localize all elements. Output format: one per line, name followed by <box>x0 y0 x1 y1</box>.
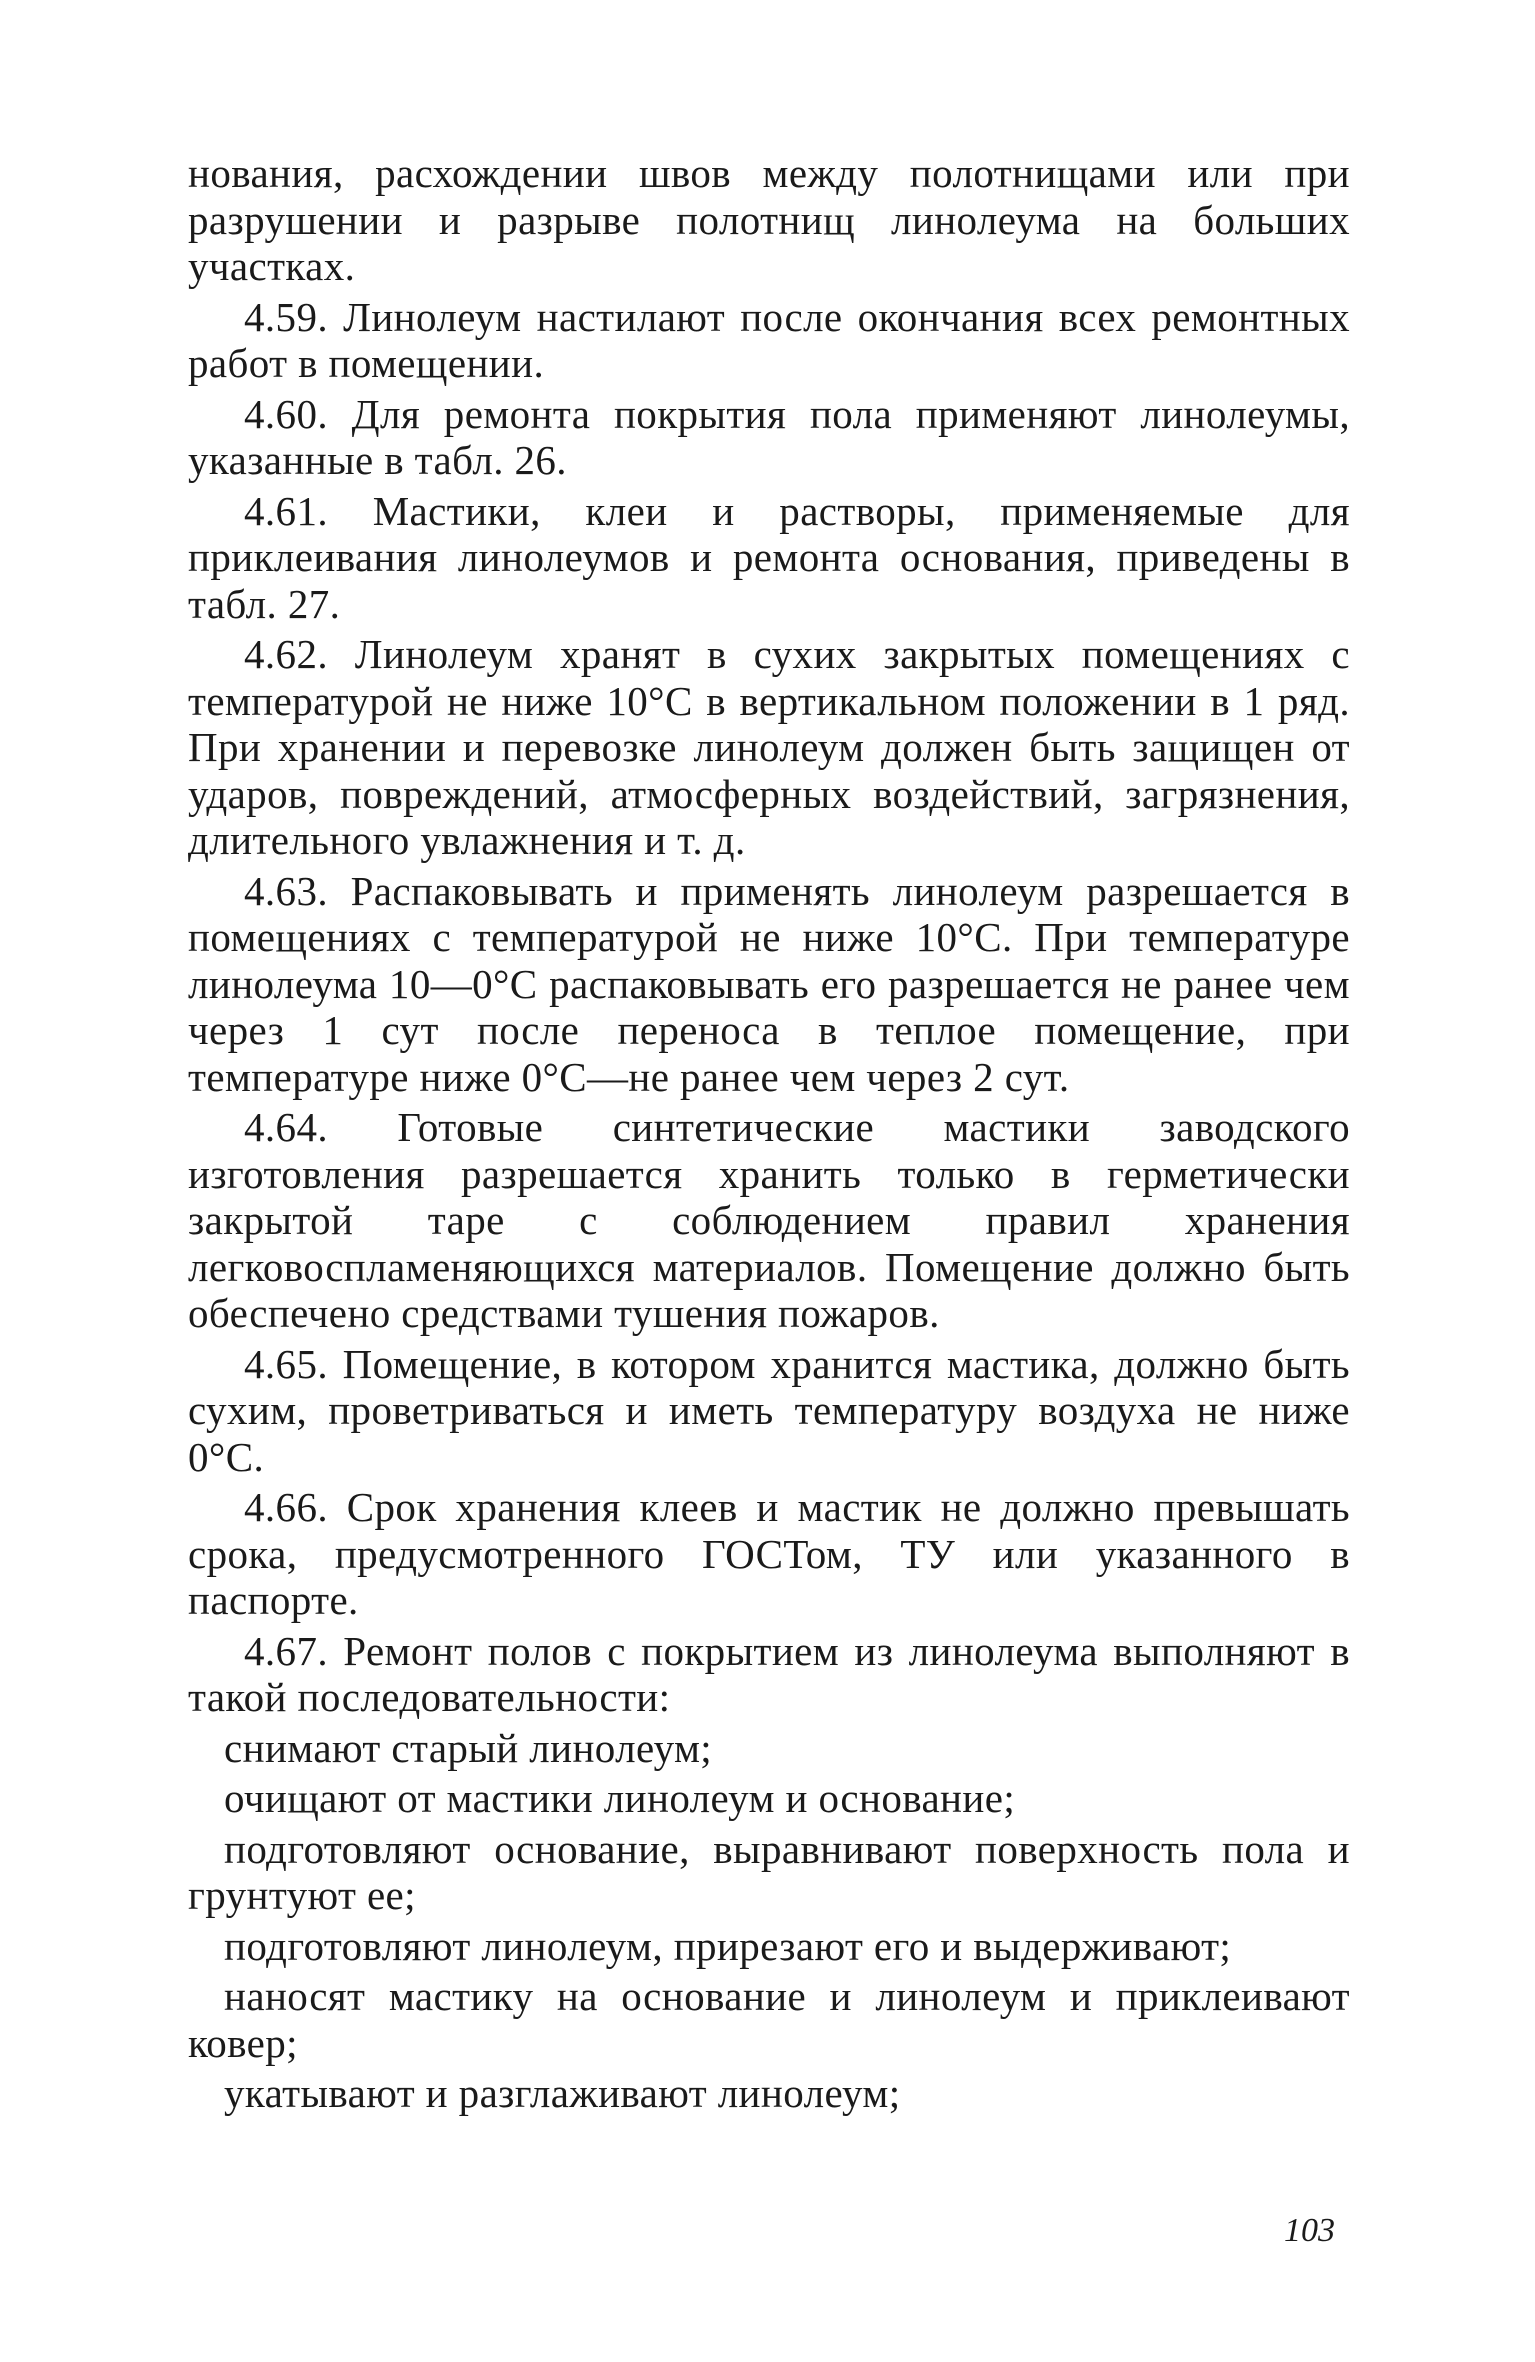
paragraph-4-62: 4.62. Линолеум хранят в сухих закрытых помещениях с температурой не ниже 10°С в вертикальном положении в 1 ряд. При хранении и перевозке линолеум должен быть защищен от ударов, повреждений, атмосферных воздействий, загрязнения, длительного увлажнения и т. д. <box>188 631 1350 863</box>
paragraph-4-59: 4.59. Линолеум настилают после окончания всех ремонтных работ в помещении. <box>188 293 1350 386</box>
paragraph-continuation: нования, расхождении швов между полотнищами или при разрушении и разрыве полотнищ линолеума на больших участках. <box>188 150 1350 289</box>
paragraph-4-61: 4.61. Мастики, клеи и растворы, применяемые для приклеивания линолеумов и ремонта основания, приведены в табл. 27. <box>188 487 1350 627</box>
paragraph-4-64: 4.64. Готовые синтетические мастики заводского изготовления разрешается хранить только в герметически закрытой таре с соблюдением правил хранения легковоспламеняющихся материалов. Помещение должно быть обеспечено средствами тушения пожаров. <box>188 1104 1350 1336</box>
paragraph-4-67: 4.67. Ремонт полов с покрытием из линолеума выполняют в такой последовательности: <box>188 1627 1350 1720</box>
paragraph-4-65: 4.65. Помещение, в котором хранится мастика, должно быть сухим, проветриваться и иметь температуру воздуха не ниже 0°С. <box>188 1340 1350 1480</box>
list-item: подготовляют основание, выравнивают поверхность пола и грунтуют ее; <box>188 1825 1350 1918</box>
list-item: очищают от мастики линолеум и основание; <box>224 1775 1016 1821</box>
list-item: снимают старый линолеум; <box>224 1724 713 1771</box>
list-item: подготовляют линолеум, прирезают его и выдерживают; <box>224 1922 1232 1969</box>
paragraph-4-66: 4.66. Срок хранения клеев и мастик не должно превышать срока, предусмотренного ГОСТом, ТУ или указанного в паспорте. <box>188 1484 1350 1623</box>
paragraph-4-60: 4.60. Для ремонта покрытия пола применяют линолеумы, указанные в табл. 26. <box>188 390 1350 483</box>
paragraph-4-63: 4.63. Распаковывать и применять линолеум разрешается в помещениях с температурой не ниже 10°С. При температуре линолеума 10—0°С распаковывать его разрешается не ранее чем через 1 сут после переноса в теплое помещение, при температуре ниже 0°С—не ранее чем через 2 сут. <box>188 867 1350 1100</box>
page-number: 103 <box>1284 2212 1335 2249</box>
repair-steps-list <box>188 1725 1350 2117</box>
list-item: наносят мастику на основание и линолеум и приклеивают ковер; <box>188 1973 1350 2066</box>
page-body <box>188 150 1350 2121</box>
list-item: укатывают и разглаживают линолеум; <box>224 2070 901 2116</box>
